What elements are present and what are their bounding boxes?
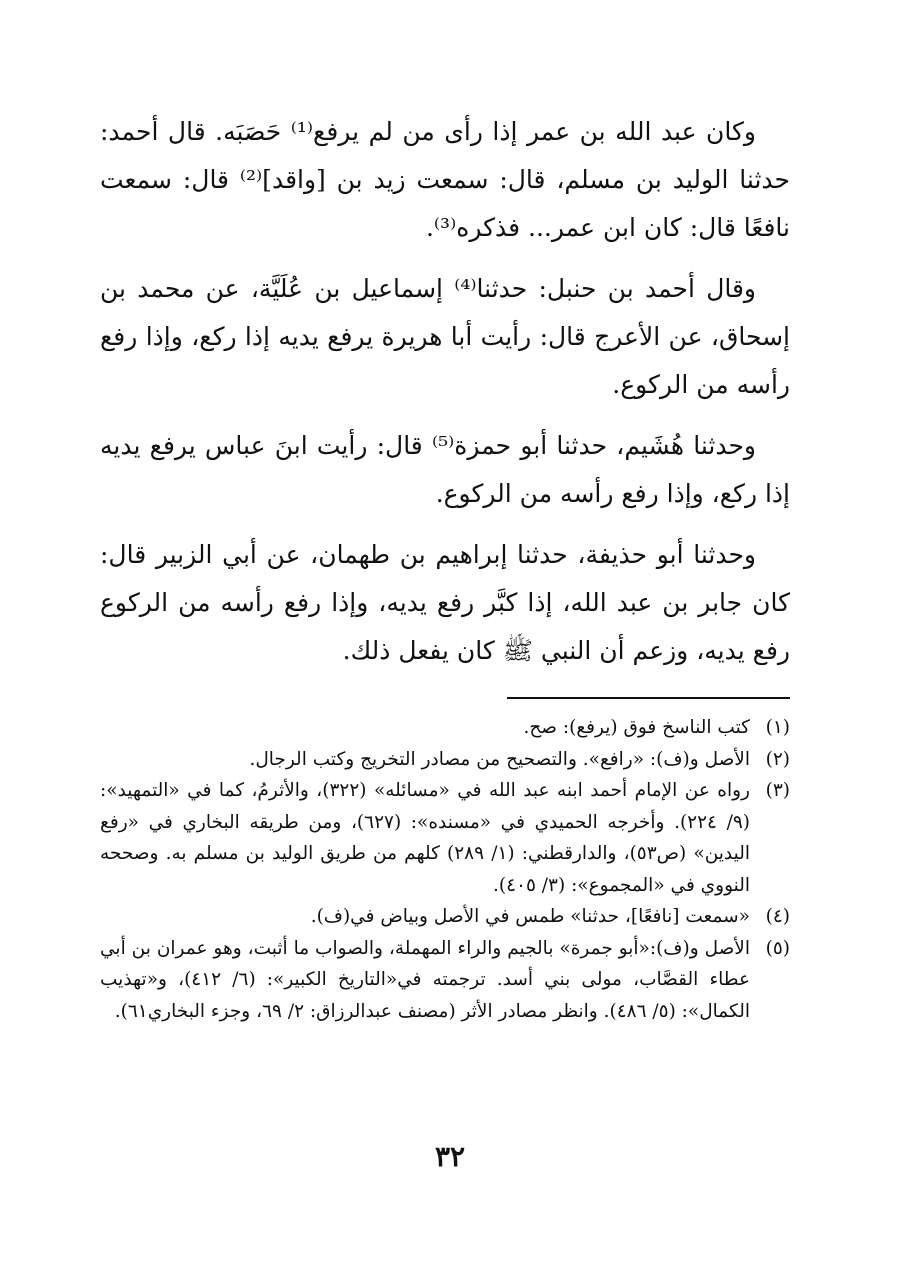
footnotes [100,712,790,1027]
paragraph-4: وحدثنا أبو حذيفة، حدثنا إبراهيم بن طهمان، عن أبي الزبير قال: كان جابر بن عبد الله، إذا كبَّر رفع يديه، وإذا رفع رأسه من الركوع رفع يديه، وزعم أن النبي ﷺ كان يفعل ذلك. [100,540,790,665]
footnote-text: الأصل و(ف):«أبو جمرة» بالجيم والراء المهملة، والصواب ما أثبت، وهو عمران بن أبي عطاء القصَّاب، مولى بني أسد. ترجمته في«التاريخ الكبير»: (٦/ ٤١٢)، و«تهذيب الكمال»: (٥/ ٤٨٦). وانظر مصادر الأثر (مصنف عبدالرزاق: ٢/ ٦٩، وجزء البخاري٦١). [100,937,750,1022]
footnote-number: (٤) [765,906,790,927]
footnote-1 [100,712,790,744]
footnote-text: الأصل و(ف): «رافع». والتصحيح من مصادر التخريج وكتب الرجال. [249,748,750,770]
footnote-4 [100,901,790,933]
footnote-number: (٣) [765,780,790,801]
footnote-5 [100,933,790,1028]
paragraph-3: وحدثنا هُشَيم، حدثنا أبو حمزة⁽⁵⁾ قال: رأيت ابنَ عباس يرفع يديه إذا ركع، وإذا رفع رأسه من الركوع. [100,431,790,508]
paragraph-1: وكان عبد الله بن عمر إذا رأى من لم يرفع⁽¹⁾ حَصَبَه. قال أحمد: حدثنا الوليد بن مسلم، قال: سمعت زيد بن [واقد]⁽²⁾ قال: سمعت نافعًا قال: كان ابن عمر... فذكره⁽³⁾. [100,117,791,242]
footnote-3 [100,775,790,901]
page-number: ٣٢ [434,1140,466,1173]
footnote-text: كتب الناسخ فوق (يرفع): صح. [523,717,750,738]
main-text [100,108,790,688]
footnote-text: رواه عن الإمام أحمد ابنه عبد الله في «مسائله» (٣٢٢)، والأثرمُ، كما في «التمهيد»: (٩/ ٢٢٤). وأخرجه الحميدي في «مسنده»: (٦٢٧)، ومن طريقه البخاري في «رفع اليدين» (ص٥٣)، والدارقطني: (١/ ٢٨٩) كلهم من طريق الوليد بن مسلم به. وصححه النووي في «المجموع»: (٣/ ٤٠٥). [100,780,751,896]
footnote-number: (٢) [765,748,790,770]
footnote-number: (١) [765,717,790,738]
footnote-number: (٥) [765,937,790,959]
footnote-2 [100,744,790,776]
paragraph-2: وقال أحمد بن حنبل: حدثنا⁽⁴⁾ إسماعيل بن عُلَيَّة، عن محمد بن إسحاق، عن الأعرج قال: رأيت أبا هريرة يرفع يديه إذا ركع، وإذا رفع رأسه من الركوع. [100,274,790,399]
footnote-text: «سمعت [نافعًا]، حدثنا» طمس في الأصل وبياض في(ف). [310,906,750,927]
footnote-separator [507,697,790,699]
